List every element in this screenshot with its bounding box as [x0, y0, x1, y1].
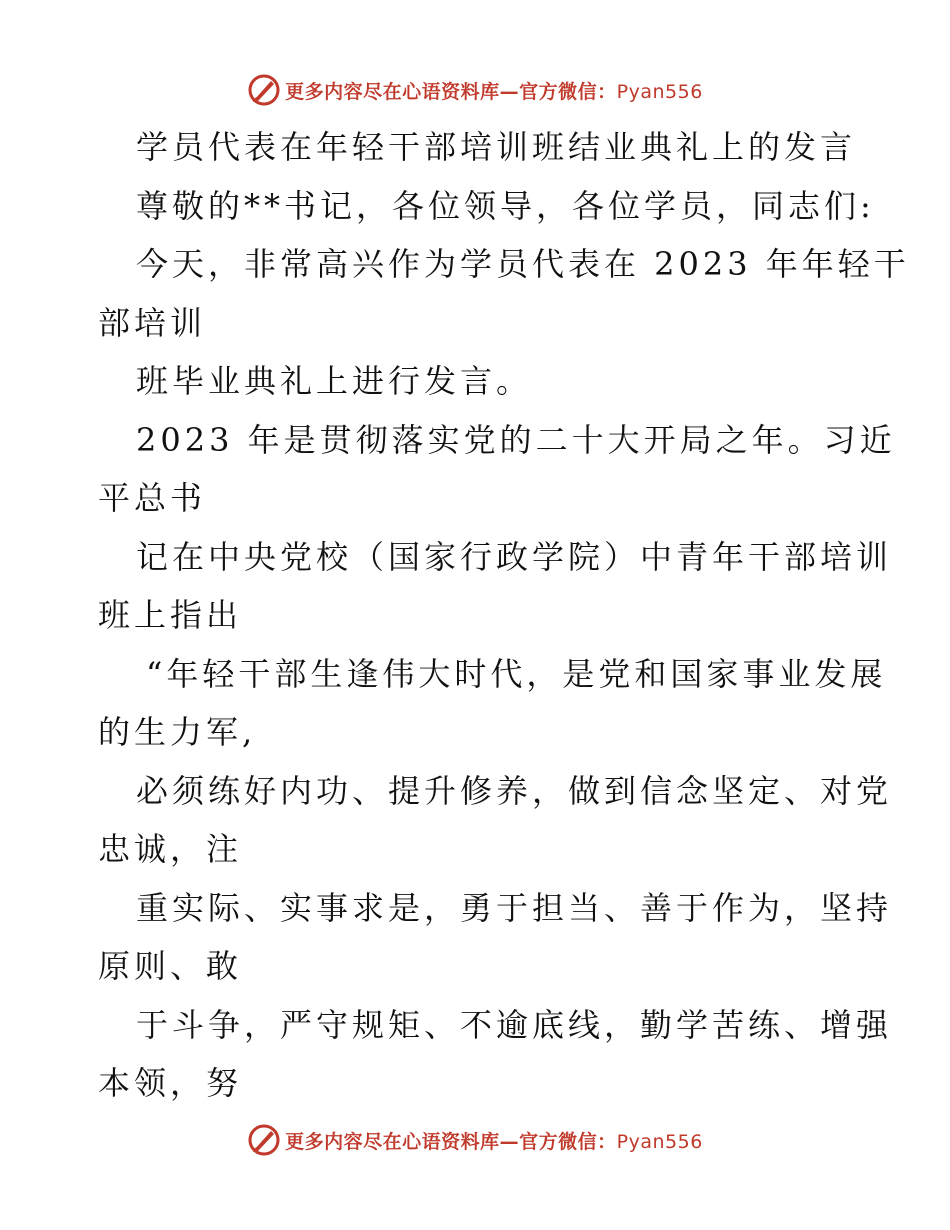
text-line: 2023 年是贯彻落实党的二十大开局之年。习近 — [136, 420, 896, 459]
footer-banner — [0, 1120, 950, 1160]
text-line: 班上指出 — [98, 596, 243, 634]
footer-banner-text: 更多内容尽在心语资料库—官方微信：Pyan556 — [285, 1130, 703, 1153]
footer-wechat-account: Pyan556 — [616, 1130, 703, 1153]
text-line: 重实际、实事求是，勇于担当、善于作为，坚持 — [136, 888, 893, 927]
quill-logo-icon — [247, 73, 281, 107]
text-line: 的生力军, — [98, 713, 257, 751]
quill-logo-icon — [247, 1123, 281, 1157]
header-banner — [0, 70, 950, 110]
text-line: 尊敬的**书记，各位领导，各位学员，同志们: — [136, 186, 875, 225]
document-body — [98, 118, 910, 1113]
header-wechat-account: Pyan556 — [616, 80, 703, 103]
text-line: “年轻干部生逢伟大时代，是党和国家事业发展 — [146, 654, 887, 693]
text-line: 平总书 — [98, 479, 207, 517]
text-line: 忠诚，注 — [98, 830, 243, 868]
text-line: 班毕业典礼上进行发言。 — [136, 362, 533, 400]
text-line: 原则、敢 — [98, 947, 243, 985]
text-line: 必须练好内功、提升修养，做到信念坚定、对党 — [136, 771, 893, 810]
text-line: 今天，非常高兴作为学员代表在 2023 年年轻干 — [136, 245, 910, 283]
header-banner-text: 更多内容尽在心语资料库—官方微信：Pyan556 — [285, 80, 703, 103]
text-line: 本领，努 — [98, 1064, 243, 1102]
document-title: 学员代表在年轻干部培训班结业典礼上的发言 — [136, 128, 857, 166]
text-line: 部培训 — [98, 303, 207, 342]
text-line: 记在中央党校（国家行政学院）中青年干部培训 — [136, 537, 893, 576]
text-line: 于斗争，严守规矩、不逾底线，勤学苦练、增强 — [136, 1005, 893, 1044]
